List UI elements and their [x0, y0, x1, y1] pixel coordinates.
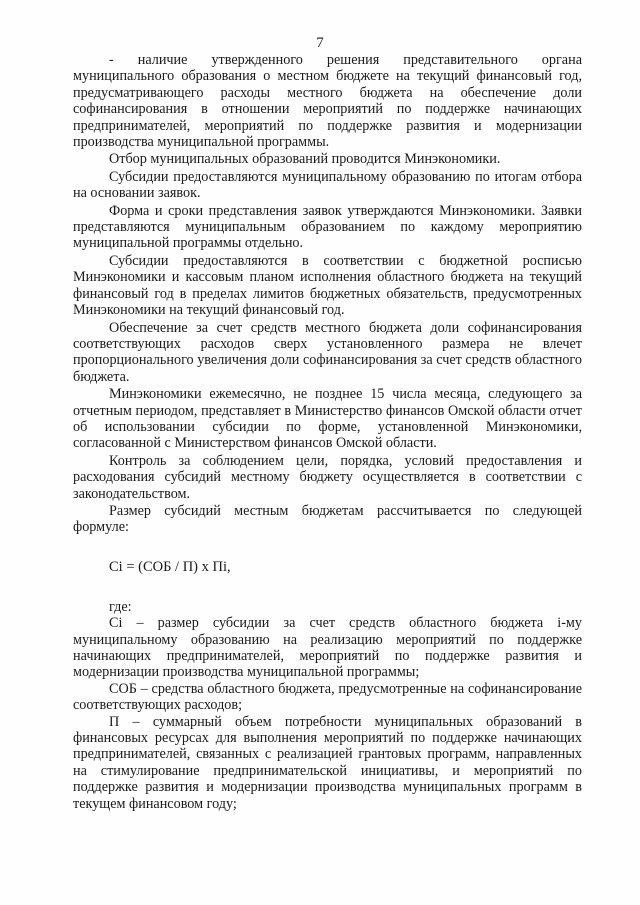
definition-p: П – суммарный объем потребности муниципальных образований в финансовых ресурсах для выполнения мероприятий по поддержке начинающих предпринимателей, связанных с реализацией грантовых программ, направленных на стимулирование предпринимательской инициативы, и мероприятий по поддержке развития и модернизации производства муниципальных программ в текущем финансовом году;	[73, 713, 582, 812]
where-label: где:	[109, 598, 132, 615]
paragraph: Обеспечение за счет средств местного бюджета доли софинансирования соответствующих расходов сверх установленного размера не влечет пропорционального увеличения доли софинансирования за счет средств областного бюджета.	[73, 319, 582, 385]
document-body	[73, 52, 582, 812]
paragraph: Субсидии предоставляются в соответствии с бюджетной росписью Минэкономики и кассовым планом исполнения областного бюджета на текущий финансовый год в пределах лимитов бюджетных обязательств, предусмотренных Минэкономики на текущий финансовый год.	[73, 252, 582, 319]
paragraph: Форма и сроки представления заявок утверждаются Минэкономики. Заявки представляются муниципальным образованием по каждому мероприятию муниципальной программы отдельно.	[73, 202, 582, 252]
paragraph: Субсидии предоставляются муниципальному образованию по итогам отбора на основании заявок.	[73, 168, 582, 202]
paragraph: Контроль за соблюдением цели, порядка, условий предоставления и расходования субсидий местному бюджету осуществляется в соответствии с законодательством.	[73, 452, 582, 502]
definition-ci: Ci – размер субсидии за счет средств областного бюджета i-му муниципальному образованию на реализацию мероприятий по поддержке начинающих предпринимателей, мероприятий по поддержке развития и модернизации производства муниципальной программы;	[73, 615, 582, 681]
paragraph: - наличие утвержденного решения представительного органа муниципального образования о местном бюджете на текущий финансовый год, предусматривающего расходы местного бюджета на обеспечение доли софинансирования в отношении мероприятий по поддержке начинающих предпринимателей, мероприятий по поддержке развития и модернизации производства муниципальной программы.	[73, 52, 582, 151]
page-number: 7	[316, 35, 324, 51]
paragraph: Отбор муниципальных образований проводится Минэкономики.	[109, 151, 501, 168]
paragraph: Минэкономики ежемесячно, не позднее 15 числа месяца, следующего за отчетным периодом, представляет в Министерство финансов Омской области отчет об использовании субсидии по форме, установленной Минэкономики, согласованной с Министерством финансов Омской области.	[73, 386, 582, 452]
formula: Ci = (СОБ / П) x Пi,	[109, 558, 231, 575]
definition-sob: СОБ – средства областного бюджета, предусмотренные на софинансирование соответствующих расходов;	[73, 680, 582, 714]
paragraph: Размер субсидий местным бюджетам рассчитывается по следующей формуле:	[73, 502, 582, 536]
